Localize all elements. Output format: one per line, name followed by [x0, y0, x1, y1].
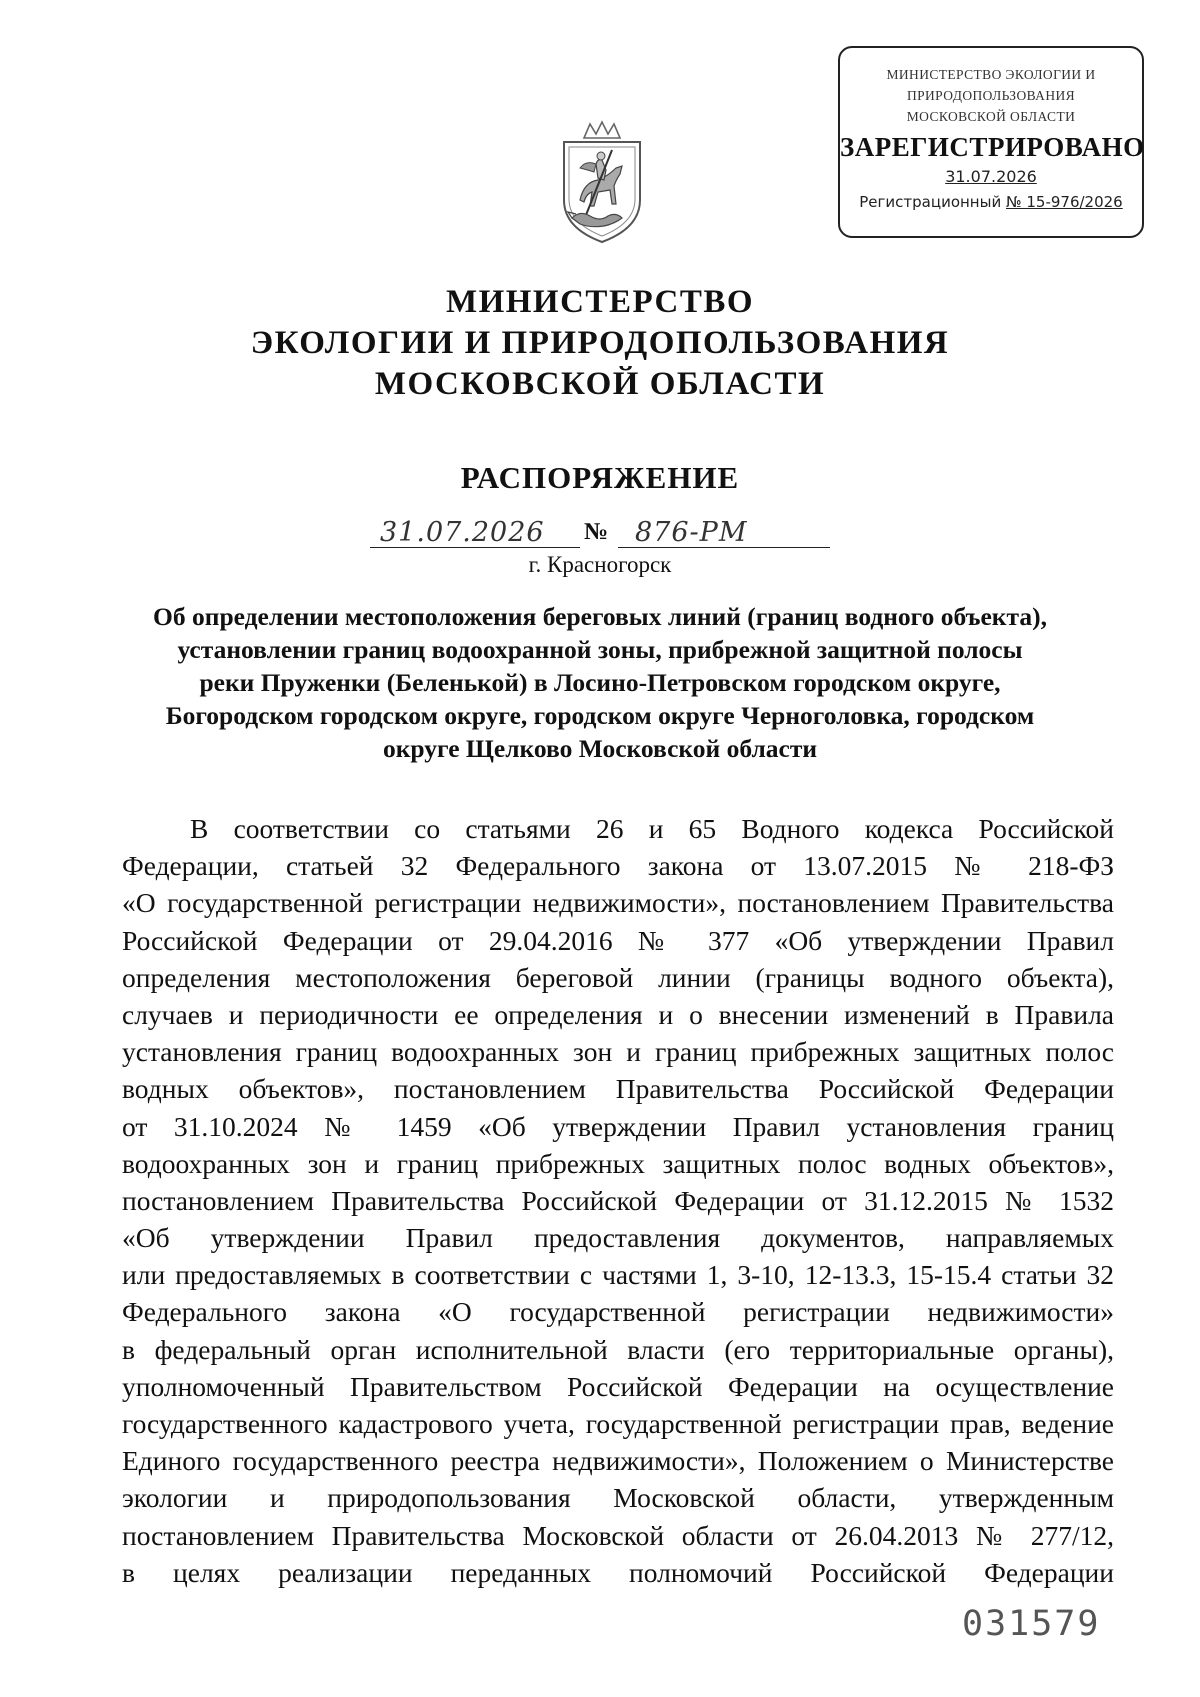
body-line: Единого государственного реестра недвижимости», Положением о Министерстве [122, 1445, 1114, 1477]
body-line: водных объектов», постановлением Правительства Российской Федерации [122, 1073, 1114, 1105]
body-line: уполномоченный Правительством Российской Федерации на осуществление [122, 1370, 1114, 1402]
body-line: в федеральный орган исполнительной власти (его территориальные органы), [122, 1333, 1114, 1365]
page-serial-number: 031579 [962, 1604, 1101, 1644]
body-line: Российской Федерации от 29.04.2016 № 377 «Об утверждении Правил [122, 924, 1114, 956]
stamp-reg-number: № 15-976/2026 [1006, 193, 1123, 211]
stamp-registration [840, 193, 1142, 211]
body-line: от 31.10.2024 № 1459 «Об утверждении Правил установления границ [122, 1110, 1114, 1142]
ministry-line: МОСКОВСКОЙ ОБЛАСТИ [374, 366, 826, 402]
stamp-org-line: МИНИСТЕРСТВО ЭКОЛОГИИ И [886, 67, 1096, 82]
document-type: РАСПОРЯЖЕНИЕ [460, 460, 740, 495]
body-line: В соответствии со статьями 26 и 65 Водного кодекса Российской [190, 813, 1114, 844]
body-line: экологии и природопользования Московской области, утвержденным [122, 1482, 1114, 1514]
body-line: или предоставляемых в соответствии с частями 1, 3-10, 12-13.3, 15-15.4 статьи 32 [122, 1259, 1114, 1291]
body-line: в целях реализации переданных полномочий Российской Федерации [122, 1556, 1114, 1588]
body-line: постановлением Правительства Московской области от 26.04.2013 № 277/12, [122, 1519, 1114, 1551]
stamp-title: ЗАРЕГИСТРИРОВАНО [840, 132, 1145, 162]
coat-of-arms-icon [550, 120, 654, 246]
body-line: установления границ водоохранных зон и границ прибрежных защитных полос [122, 1036, 1114, 1068]
subject-line: Об определении местоположения береговых линий (границ водного объекта), [153, 602, 1047, 631]
stamp-date: 31.07.2026 [945, 167, 1037, 186]
subject-line: округе Щелково Московской области [382, 734, 818, 763]
ministry-line: МИНИСТЕРСТВО [445, 284, 755, 320]
handwritten-number: 876-РМ [635, 517, 748, 548]
subject-line: Богородском городском округе, городском округе Черноголовка, городском [165, 701, 1035, 730]
body-line: постановлением Правительства Российской Федерации от 31.12.2015 № 1532 [122, 1184, 1114, 1216]
city: г. Красногорск [528, 552, 672, 577]
registration-stamp [838, 46, 1144, 238]
handwritten-date: 31.07.2026 [380, 517, 545, 548]
document-subject [80, 600, 1120, 765]
body-line: Федерального закона «О государственной регистрации недвижимости» [122, 1296, 1114, 1328]
body-line: водоохранных зон и границ прибрежных защитных полос водных объектов», [122, 1147, 1114, 1179]
stamp-organization [840, 64, 1142, 127]
ministry-name [0, 282, 1200, 405]
ministry-line: ЭКОЛОГИИ И ПРИРОДОПОЛЬЗОВАНИЯ [250, 325, 950, 361]
body-line: государственного кадастрового учета, государственной регистрации прав, ведение [122, 1408, 1114, 1439]
body-line: случаев и периодичности ее определения и о внесении изменений в Правила [122, 998, 1114, 1030]
subject-line: реки Пруженки (Беленькой) в Лосино-Петровском городском округе, [199, 668, 1001, 697]
stamp-org-line: МОСКОВСКОЙ ОБЛАСТИ [906, 109, 1076, 124]
stamp-org-line: ПРИРОДОПОЛЬЗОВАНИЯ [906, 88, 1076, 103]
number-sign: № [584, 519, 609, 545]
body-line: определения местоположения береговой линии (границы водного объекта), [122, 961, 1114, 993]
body-line: Федерации, статьей 32 Федерального закона от 13.07.2015 № 218-ФЗ [122, 850, 1114, 882]
date-number-line [370, 512, 830, 552]
body-line: «О государственной регистрации недвижимости», постановлением Правительства [122, 887, 1114, 919]
body-line: «Об утверждении Правил предоставления документов, направляемых [122, 1222, 1114, 1254]
subject-line: установлении границ водоохранной зоны, прибрежной защитной полосы [177, 635, 1023, 664]
body-paragraph [122, 810, 1114, 1591]
stamp-reg-label: Регистрационный [859, 193, 1002, 211]
